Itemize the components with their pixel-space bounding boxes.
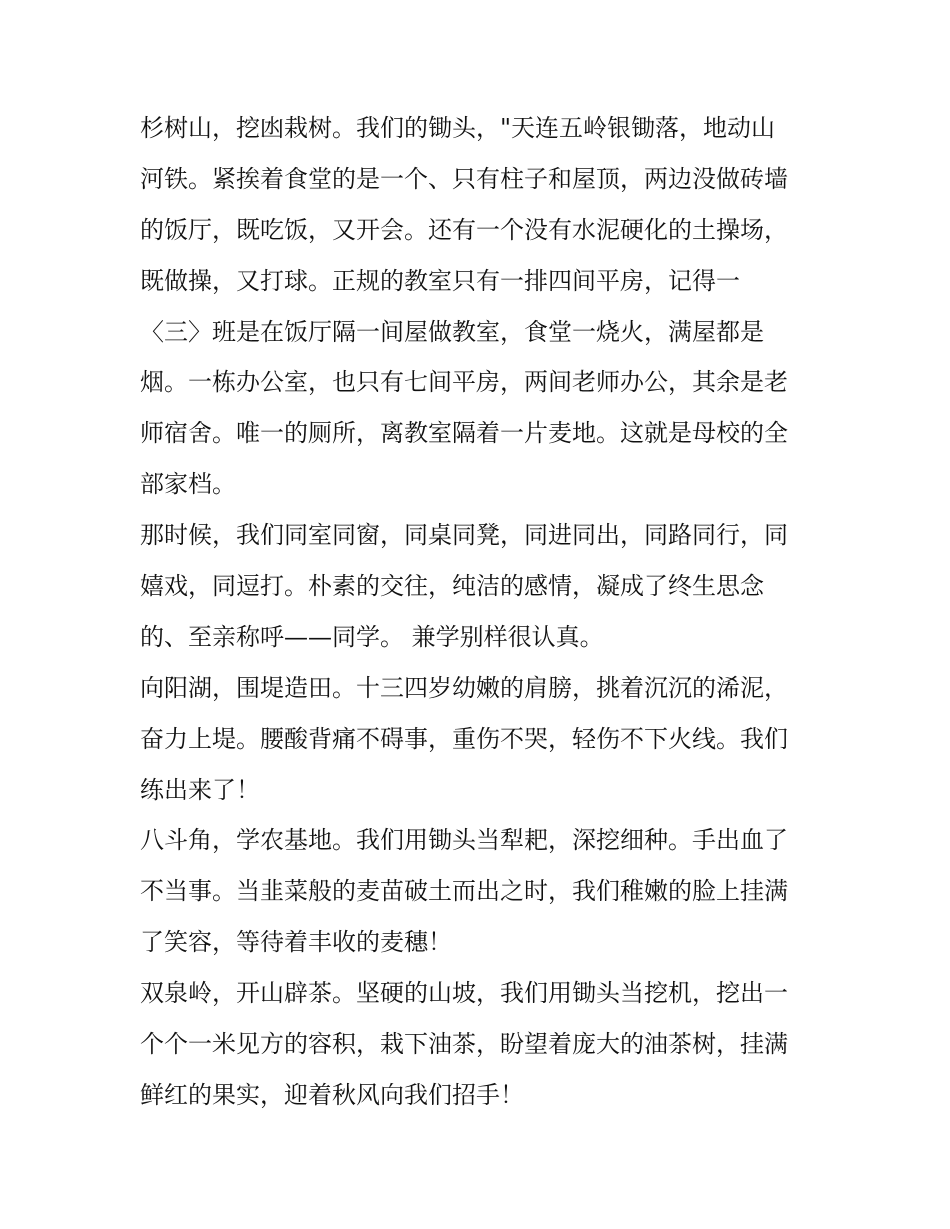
text-line: 的、至亲称呼——同学。 兼学别样很认真。 bbox=[140, 622, 604, 651]
text-line: 鲜红的果实，迎着秋风向我们招手！ bbox=[140, 1080, 524, 1109]
document-body bbox=[140, 103, 820, 1121]
text-line: 奋力上堤。腰酸背痛不碍事，重伤不哭，轻伤不下火线。我们 bbox=[140, 724, 788, 753]
text-line: 师宿舍。唯一的厕所，离教室隔着一片麦地。这就是母校的全 bbox=[140, 419, 788, 448]
text-line: 个个一米见方的容积，栽下油茶，盼望着庞大的油茶树，挂满 bbox=[140, 1030, 788, 1059]
text-line: 部家档。 bbox=[140, 470, 236, 499]
text-line: 既做操，又打球。正规的教室只有一排四间平房，记得一 bbox=[140, 266, 740, 295]
text-line: 嬉戏，同逗打。朴素的交往，纯洁的感情，凝成了终生思念 bbox=[140, 572, 764, 601]
text-line: 八斗角，学农基地。我们用锄头当犁耙，深挖细种。手出血了 bbox=[140, 826, 788, 855]
text-line: 烟。一栋办公室，也只有七间平房，两间老师办公，其余是老 bbox=[140, 368, 788, 397]
text-line: 练出来了！ bbox=[140, 775, 260, 804]
text-line: 的饭厅，既吃饭，又开会。还有一个没有水泥硬化的土操场， bbox=[140, 215, 788, 244]
text-line: 那时候，我们同室同窗，同桌同凳，同进同出，同路同行，同 bbox=[140, 521, 788, 550]
text-line: 〈三〉班是在饭厅隔一间屋做教室，食堂一烧火，满屋都是 bbox=[140, 317, 764, 346]
text-line: 向阳湖，围堤造田。十三四岁幼嫩的肩膀，挑着沉沉的浠泥， bbox=[140, 673, 788, 702]
text-line: 杉树山，挖凼栽树。我们的锄头，"天连五岭银锄落，地动山 bbox=[140, 114, 776, 142]
text-line: 了笑容，等待着丰收的麦穗！ bbox=[140, 928, 452, 957]
text-line: 不当事。当韭菜般的麦苗破土而出之时，我们稚嫩的脸上挂满 bbox=[140, 877, 788, 906]
text-line: 双泉岭，开山辟茶。坚硬的山坡，我们用锄头当挖机，挖出一 bbox=[140, 979, 788, 1008]
text-line: 河铁。紧挨着食堂的是一个、只有柱子和屋顶，两边没做砖墙 bbox=[140, 164, 788, 193]
